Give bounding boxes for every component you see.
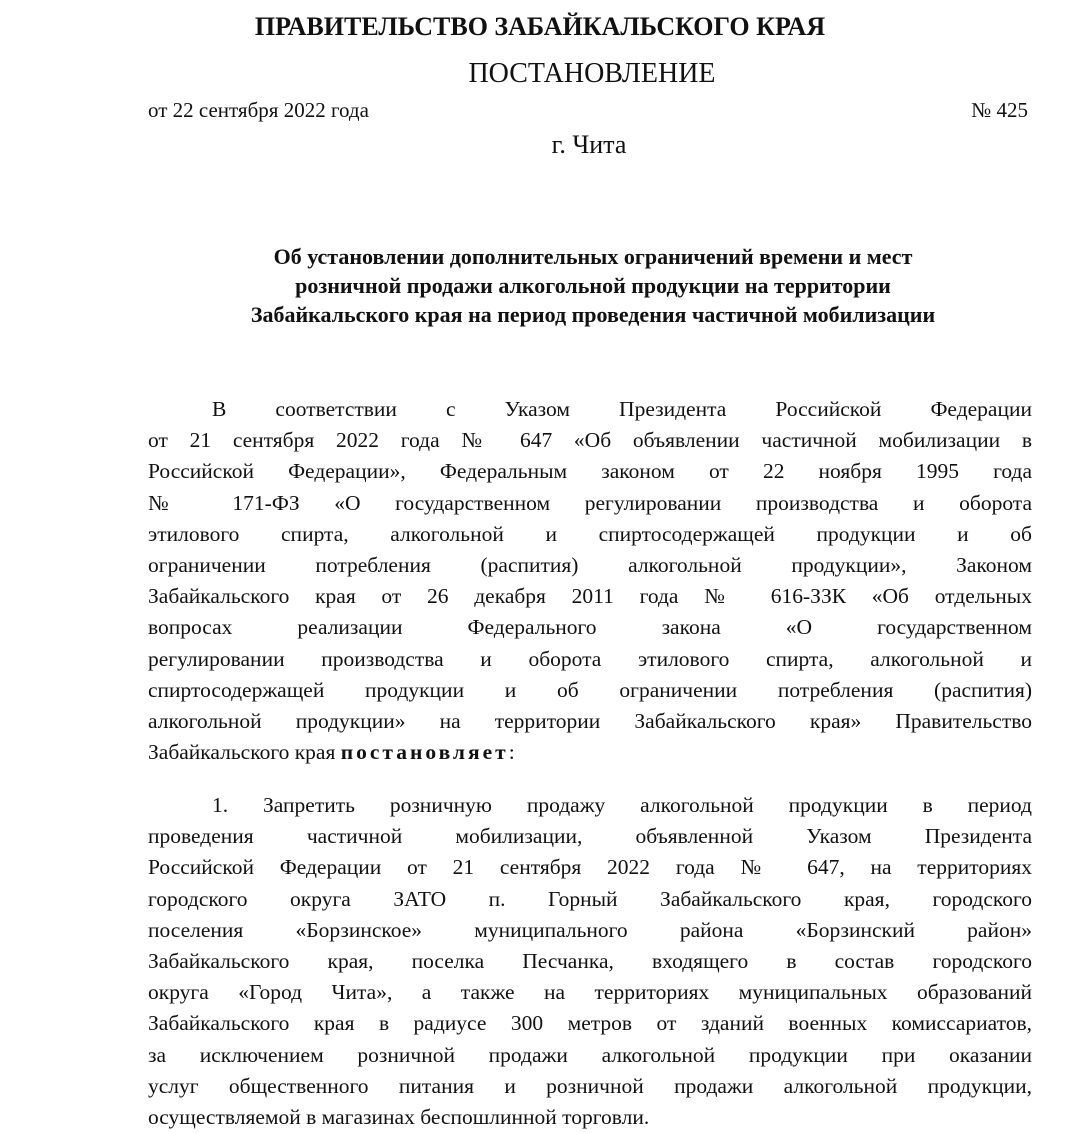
text-line: спиртосодержащей продукции и об ограничении потребления (распития) — [148, 677, 1032, 702]
text-line: 1. Запретить розничную продажу алкогольной продукции в период — [212, 793, 1032, 817]
document-city: г. Чита — [551, 130, 627, 159]
text-line: от 21 сентября 2022 года № 647 «Об объявлении частичной мобилизации в — [148, 428, 1032, 453]
text-line: Забайкальского края, поселка Песчанка, входящего в состав городского — [148, 949, 1032, 974]
text-line: регулировании производства и оборота этилового спирта, алкогольной и — [148, 646, 1032, 671]
text-line: городского округа ЗАТО п. Горный Забайкальского края, городского — [148, 886, 1032, 911]
text-line: поселения «Борзинское» муниципального района «Борзинский район» — [148, 917, 1032, 942]
decree-colon: : — [508, 740, 515, 765]
text-line: Забайкальского края в радиусе 300 метров от зданий военных комиссариатов, — [148, 1011, 1032, 1036]
text-line: проведения частичной мобилизации, объявленной Указом Президента — [148, 824, 1032, 849]
text-line: В соответствии с Указом Президента Российской Федерации — [212, 397, 1032, 421]
preamble-paragraph — [148, 394, 1032, 768]
document-type: ПОСТАНОВЛЕНИЕ — [468, 58, 716, 89]
heading-line: розничной продажи алкогольной продукции на территории — [295, 273, 891, 298]
text-line: этилового спирта, алкогольной и спиртосодержащей продукции и об — [148, 521, 1032, 546]
government-title: ПРАВИТЕЛЬСТВО ЗАБАЙКАЛЬСКОГО КРАЯ — [254, 12, 826, 41]
text-line — [148, 737, 1032, 768]
clause-1-paragraph — [148, 790, 1032, 1133]
document-number: № 425 — [971, 98, 1028, 122]
decree-prefix: Забайкальского края — [148, 740, 341, 765]
text-line: Российской Федерации от 21 сентября 2022 года № 647, на территориях — [148, 855, 1032, 880]
text-line: осуществляемой в магазинах беспошлинной торговли. — [148, 1105, 650, 1130]
text-line: вопросах реализации Федерального закона «О государственном — [148, 615, 1032, 640]
text-line: за исключением розничной продажи алкогольной продукции при оказании — [148, 1042, 1032, 1067]
text-line: алкогольной продукции» на территории Забайкальского края» Правительство — [148, 709, 1032, 734]
heading-line: Об установлении дополнительных ограничений времени и мест — [273, 244, 913, 269]
text-line: Забайкальского края от 26 декабря 2011 года № 616-ЗЗК «Об отдельных — [148, 584, 1032, 609]
text-line: ограничении потребления (распития) алкогольной продукции», Законом — [148, 553, 1032, 578]
heading-line: Забайкальского края на период проведения частичной мобилизации — [250, 302, 936, 327]
text-line: округа «Город Чита», а также на территориях муниципальных образований — [148, 980, 1032, 1005]
text-line: услуг общественного питания и розничной продажи алкогольной продукции, — [148, 1073, 1032, 1098]
text-line: № 171-ФЗ «О государственном регулировании производства и оборота — [148, 490, 1032, 515]
document-heading — [120, 242, 1066, 329]
document-date: от 22 сентября 2022 года — [148, 98, 369, 122]
text-line: Российской Федерации», Федеральным законом от 22 ноября 1995 года — [148, 459, 1032, 484]
decree-word: постановляет — [340, 740, 509, 765]
